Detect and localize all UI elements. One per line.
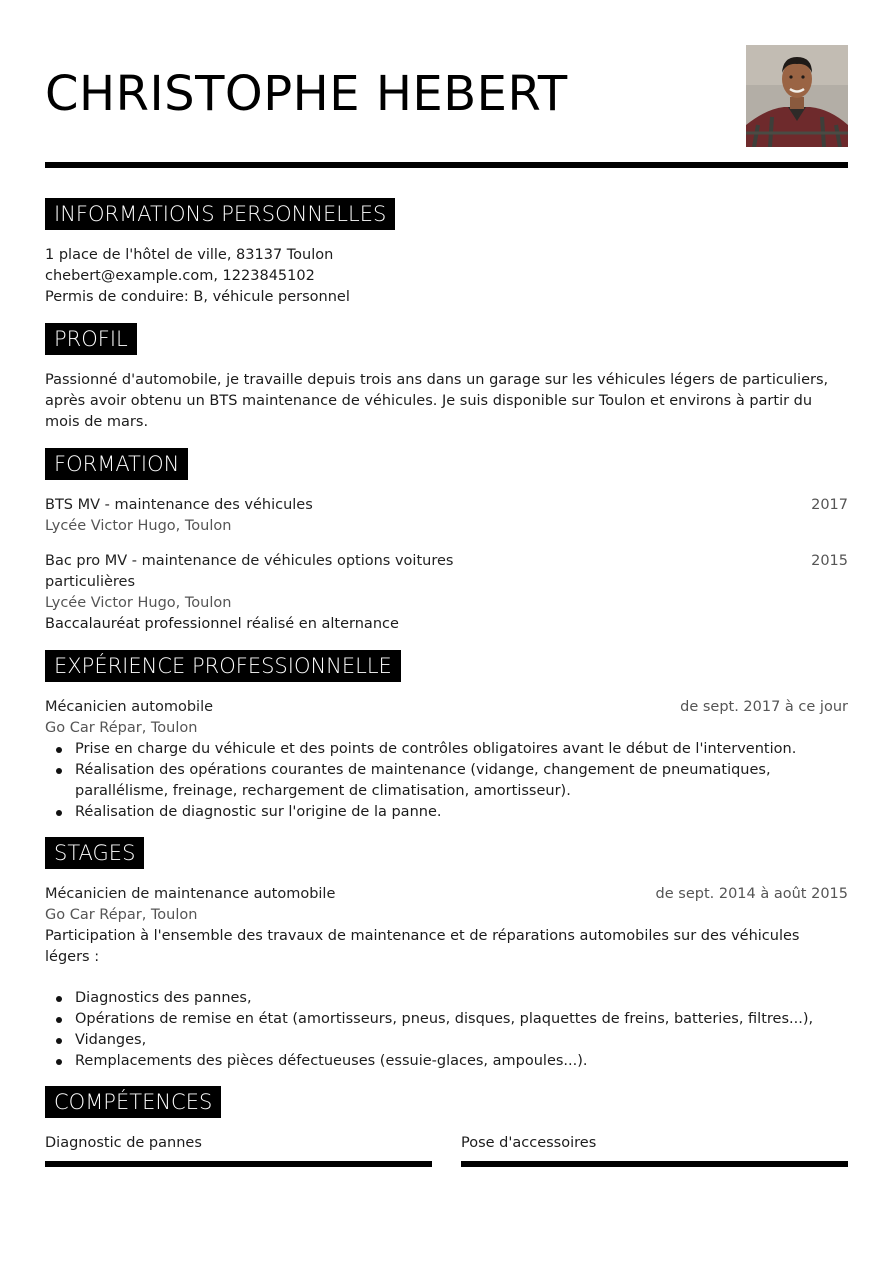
section-title-experience: EXPÉRIENCE PROFESSIONNELLE [45,650,401,682]
education-school: Lycée Victor Hugo, Toulon [45,595,232,611]
header-divider [45,162,848,168]
list-item: Prise en charge du véhicule et des points de contrôles obligatoires avant le début de l'intervention. [45,739,848,760]
skill-level-fill [45,1161,432,1167]
job-tasks-list [45,739,848,823]
address: 1 place de l'hôtel de ville, 83137 Toulon [45,247,334,263]
portrait-image [746,45,848,147]
section-title-profile: PROFIL [45,323,137,355]
list-item: Réalisation de diagnostic sur l'origine de la panne. [45,802,848,823]
skill-level-fill [461,1161,848,1167]
skill-level-bar [45,1161,432,1167]
education-note: Baccalauréat professionnel réalisé en alternance [45,616,399,632]
contact-info: chebert@example.com, 1223845102 [45,268,315,284]
education-degree: BTS MV - maintenance des véhicules [45,497,313,513]
section-title-internships: STAGES [45,837,144,869]
list-item: Diagnostics des pannes, [45,988,848,1009]
section-title-education: FORMATION [45,448,188,480]
skill-label: Diagnostic de pannes [45,1135,202,1151]
list-item: Opérations de remise en état (amortisseurs, pneus, disques, plaquettes de freins, batteries, filtres...), [45,1009,848,1030]
education-year: 2017 [811,497,848,513]
internship-tasks-list [45,988,848,1072]
candidate-name: CHRISTOPHE HEBERT [45,66,568,122]
education-year: 2015 [811,553,848,569]
list-item: Réalisation des opérations courantes de maintenance (vidange, changement de pneumatiques, parallélisme, freinage, rechargement de climatisation, amortisseur). [45,760,848,802]
internship-description: Participation à l'ensemble des travaux de maintenance et de réparations automobiles sur des véhicules légers : [45,928,800,965]
skill-label: Pose d'accessoires [461,1135,597,1151]
section-title-skills: COMPÉTENCES [45,1086,221,1118]
education-degree: Bac pro MV - maintenance de véhicules options voitures particulières [45,553,454,590]
job-title: Mécanicien automobile [45,699,214,715]
list-item: Vidanges, [45,1030,848,1051]
profile-photo [746,45,848,147]
job-company: Go Car Répar, Toulon [45,720,198,736]
profile-text: Passionné d'automobile, je travaille depuis trois ans dans un garage sur les véhicules légers de particuliers, après avoir obtenu un BTS maintenance de véhicules. Je suis disponible sur Toulon et environs à partir du mois de mars. [45,372,829,430]
list-item: Remplacements des pièces défectueuses (essuie-glaces, ampoules...). [45,1051,848,1072]
internship-dates: de sept. 2014 à août 2015 [655,886,848,902]
driving-license: Permis de conduire: B, véhicule personnel [45,289,350,305]
education-school: Lycée Victor Hugo, Toulon [45,518,232,534]
internship-company: Go Car Répar, Toulon [45,907,198,923]
internship-title: Mécanicien de maintenance automobile [45,886,336,902]
skill-level-bar [461,1161,848,1167]
section-title-personal: INFORMATIONS PERSONNELLES [45,198,395,230]
job-dates: de sept. 2017 à ce jour [680,699,848,715]
